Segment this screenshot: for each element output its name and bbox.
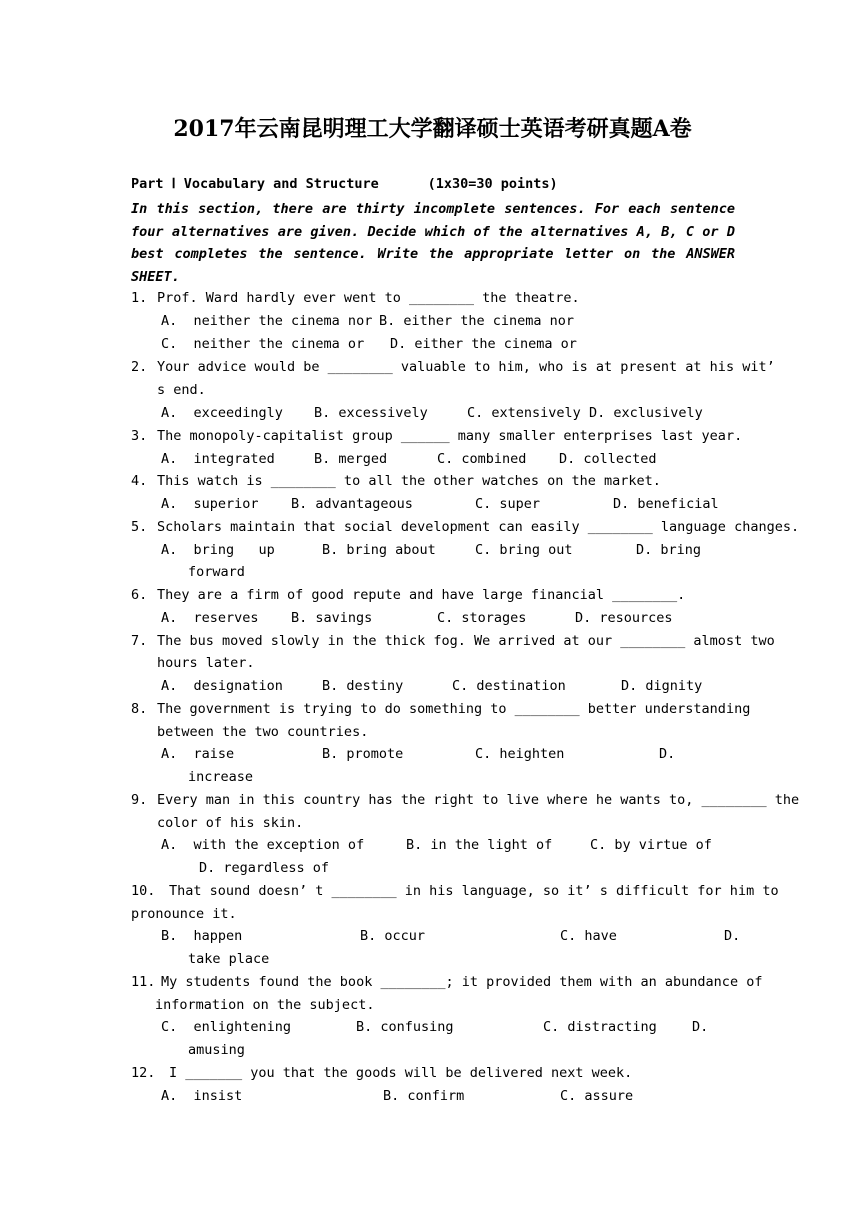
answer-option: C. extensively: [467, 405, 581, 421]
answer-option: D. either the cinema or: [390, 336, 577, 352]
answer-option: D. exclusively: [589, 405, 703, 421]
question-stem: The government is trying to do something to ________ better understanding: [157, 701, 751, 717]
answer-option: B. happen: [161, 928, 243, 944]
answer-option: A. exceedingly: [161, 405, 283, 421]
answer-option: C. by virtue of: [590, 837, 712, 853]
question-stem: My students found the book ________; it provided them with an abundance of: [161, 974, 763, 990]
answer-option: B. occur: [360, 928, 426, 944]
answer-option: take place: [188, 951, 270, 967]
question-stem: That sound doesn’ t ________ in his language, so it’ s difficult for him to: [169, 883, 779, 899]
answer-option: C. neither the cinema or: [161, 336, 365, 352]
question-stem: The monopoly-capitalist group ______ many smaller enterprises last year.: [157, 428, 743, 444]
answer-option: B. promote: [322, 746, 404, 762]
answer-option: A. designation: [161, 678, 283, 694]
question-stem: Scholars maintain that social development can easily ________ language changes.: [157, 519, 800, 535]
answer-option: C. assure: [560, 1088, 634, 1104]
answer-option: C. combined: [437, 451, 527, 467]
answer-option: B. in the light of: [406, 837, 553, 853]
answer-option: amusing: [188, 1042, 245, 1058]
answer-option: C. have: [560, 928, 617, 944]
question-stem: color of his skin.: [157, 815, 304, 831]
question-stem: Every man in this country has the right to live where he wants to, ________ the: [157, 792, 800, 808]
question-stem: They are a firm of good repute and have large financial ________.: [157, 587, 686, 603]
answer-option: D.: [724, 928, 741, 944]
answer-option: increase: [188, 769, 254, 785]
answer-option: D. beneficial: [613, 496, 719, 512]
answer-option: B. savings: [291, 610, 373, 626]
answer-option: B. either the cinema nor: [379, 313, 575, 329]
question-number: 7.: [131, 633, 148, 649]
question-number: 10.: [131, 883, 156, 899]
answer-option: D. bring: [636, 542, 702, 558]
answer-option: forward: [188, 564, 245, 580]
answer-option: D. regardless of: [199, 860, 330, 876]
answer-option: A. bring up: [161, 542, 275, 558]
question-number: 8.: [131, 701, 148, 717]
answer-option: C. enlightening: [161, 1019, 292, 1035]
answer-option: B. confirm: [383, 1088, 465, 1104]
question-stem: The bus moved slowly in the thick fog. We arrived at our ________ almost two: [157, 633, 775, 649]
question-stem: s end.: [157, 382, 206, 398]
question-number: 11.: [131, 974, 156, 990]
answer-option: C. super: [475, 496, 541, 512]
answer-option: A. superior: [161, 496, 259, 512]
answer-option: A. raise: [161, 746, 235, 762]
answer-option: B. destiny: [322, 678, 404, 694]
answer-option: C. heighten: [475, 746, 565, 762]
answer-option: A. insist: [161, 1088, 243, 1104]
question-stem: pronounce it.: [131, 906, 237, 922]
question-number: 6.: [131, 587, 148, 603]
question-number: 3.: [131, 428, 148, 444]
answer-option: C. destination: [452, 678, 566, 694]
answer-option: D.: [692, 1019, 709, 1035]
part-header: Part Ⅰ Vocabulary and Structure (1x30=30 points): [131, 176, 558, 192]
answer-option: A. with the exception of: [161, 837, 365, 853]
answer-option: D.: [659, 746, 676, 762]
answer-option: B. bring about: [322, 542, 436, 558]
answer-option: A. reserves: [161, 610, 259, 626]
answer-option: C. bring out: [475, 542, 573, 558]
answer-option: B. merged: [314, 451, 388, 467]
question-number: 12.: [131, 1065, 156, 1081]
answer-option: B. excessively: [314, 405, 428, 421]
question-stem: hours later.: [157, 655, 255, 671]
question-number: 1.: [131, 290, 148, 306]
answer-option: C. distracting: [543, 1019, 657, 1035]
question-stem: This watch is ________ to all the other watches on the market.: [157, 473, 661, 489]
question-number: 5.: [131, 519, 148, 535]
answer-option: B. advantageous: [291, 496, 413, 512]
question-stem: Your advice would be ________ valuable to him, who is at present at his wit’: [157, 359, 775, 375]
question-stem: I _______ you that the goods will be delivered next week.: [169, 1065, 633, 1081]
answer-option: A. integrated: [161, 451, 275, 467]
answer-option: D. dignity: [621, 678, 703, 694]
answer-option: A. neither the cinema nor: [161, 313, 373, 329]
question-number: 4.: [131, 473, 148, 489]
answer-option: C. storages: [437, 610, 527, 626]
answer-option: D. resources: [575, 610, 673, 626]
question-number: 9.: [131, 792, 148, 808]
answer-option: B. confusing: [356, 1019, 454, 1035]
question-stem: information on the subject.: [155, 997, 375, 1013]
page-title: 2017年云南昆明理工大学翻译硕士英语考研真题A卷: [173, 116, 692, 142]
instructions: In this section, there are thirty incomplete sentences. For each sentence four alternatives are given. Decide which of the alternatives A, B, C or D best completes the sentence. Write the appropriate letter on the ANSWER SHEET.: [131, 201, 735, 286]
question-stem: between the two countries.: [157, 724, 369, 740]
question-number: 2.: [131, 359, 148, 375]
answer-option: D. collected: [559, 451, 657, 467]
question-stem: Prof. Ward hardly ever went to ________ the theatre.: [157, 290, 580, 306]
